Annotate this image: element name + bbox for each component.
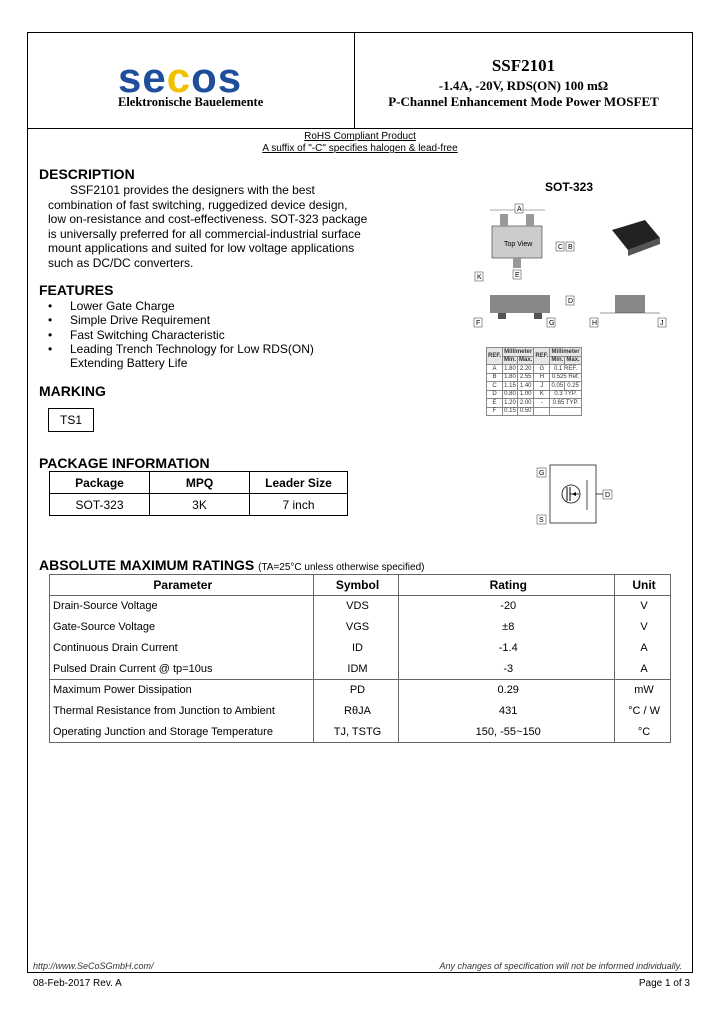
- company-tagline: Elektronische Bauelemente: [118, 95, 264, 109]
- footer-date-rev: 08-Feb-2017 Rev. A: [33, 978, 122, 989]
- package-info-header-row: Package MPQ Leader Size: [50, 472, 348, 494]
- ratings-row: Gate-Source Voltage VGS ±8 V: [50, 617, 671, 638]
- dimension-row: B 1.80 2.55 H 0.525 Ref.: [487, 373, 582, 382]
- svg-text:G: G: [539, 470, 545, 477]
- package-info-row: SOT-323 3K 7 inch: [50, 494, 348, 516]
- feature-item: • Leading Trench Technology for Low RDS(ON): [48, 342, 314, 356]
- company-logo: secos: [118, 54, 243, 101]
- part-number: SSF2101: [491, 56, 556, 75]
- ratings-table: [49, 574, 671, 743]
- svg-text:C: C: [558, 244, 564, 251]
- dimension-row: C 1.15 1.40 J 0.05 0.25: [487, 382, 582, 391]
- svg-text:B: B: [568, 244, 573, 251]
- svg-text:H: H: [592, 320, 598, 327]
- feature-item: Extending Battery Life: [70, 356, 188, 370]
- device-description: P-Channel Enhancement Mode Power MOSFET: [388, 94, 659, 109]
- dimension-row: A 1.80 2.20 G 0.1 REF.: [487, 365, 582, 374]
- ratings-row: Pulsed Drain Current @ tp=10us IDM -3 A: [50, 659, 671, 680]
- feature-item: • Fast Switching Characteristic: [48, 328, 225, 342]
- package-label: SOT-323: [545, 180, 594, 194]
- ratings-header-row: Parameter Symbol Rating Unit: [50, 575, 671, 596]
- ratings-condition: (TA=25°C unless otherwise specified): [258, 562, 425, 573]
- dimension-subheader-row: Min. Max. Min. Max.: [504, 357, 580, 364]
- svg-text:F: F: [476, 320, 481, 327]
- svg-text:K: K: [477, 274, 482, 281]
- ratings-row: Continuous Drain Current ID -1.4 A: [50, 638, 671, 659]
- mosfet-schematic: [535, 460, 615, 530]
- marking-code-box: TS1: [48, 408, 94, 432]
- ratings-row: Thermal Resistance from Junction to Ambient RθJA 431 °C / W: [50, 701, 671, 722]
- rohs-suffix-line: A suffix of "-C" specifies halogen & lead-free: [262, 143, 458, 154]
- dimension-row: E 1.20 2.00 - 0.65 TYP.: [487, 399, 582, 408]
- header-divider: [27, 128, 693, 129]
- marking-heading: MARKING: [39, 383, 106, 399]
- svg-text:G: G: [549, 320, 555, 327]
- footer-page-number: Page 1 of 3: [638, 978, 690, 989]
- footer-notice: Any changes of specification will not be informed individually.: [439, 961, 682, 971]
- dimension-table: [486, 347, 582, 416]
- dimension-row: F 0.15 0.50: [487, 407, 582, 416]
- svg-text:Top View: Top View: [504, 241, 533, 248]
- package-outline-drawing: [470, 200, 680, 340]
- description-text: SSF2101 provides the designers with the best combination of fast switching, ruggedized device design, low on-resistance and cost-effectiveness. SOT-323 package is universally preferred for all commercial-industrial surface mount applications and suited for low voltage applications such as DC/DC converters.: [48, 183, 368, 270]
- svg-text:E: E: [515, 272, 520, 279]
- package-info-table: [49, 471, 348, 516]
- package-info-heading: PACKAGE INFORMATION: [39, 455, 210, 471]
- dimension-header-row: REF. Millimeter REF. Millimeter: [487, 348, 582, 357]
- spec-line: -1.4A, -20V, RDS(ON) 100 mΩ: [438, 78, 609, 93]
- ratings-row: Maximum Power Dissipation PD 0.29 mW: [50, 680, 671, 701]
- svg-text:A: A: [517, 206, 522, 213]
- ratings-row: Drain-Source Voltage VDS -20 V: [50, 596, 671, 617]
- footer-url[interactable]: http://www.SeCoSGmbH.com/: [33, 961, 154, 971]
- description-heading: DESCRIPTION: [39, 166, 135, 182]
- features-heading: FEATURES: [39, 282, 114, 298]
- rohs-line: RoHS Compliant Product: [304, 131, 416, 142]
- svg-text:S: S: [539, 517, 544, 524]
- dimension-row: D 0.80 1.00 K 0.3 TYP.: [487, 390, 582, 399]
- feature-item: • Simple Drive Requirement: [48, 313, 211, 327]
- svg-text:D: D: [568, 298, 574, 305]
- svg-text:D: D: [605, 492, 611, 499]
- feature-item: • Lower Gate Charge: [48, 299, 175, 313]
- svg-text:J: J: [660, 320, 664, 327]
- ratings-row: Operating Junction and Storage Temperature TJ, TSTG 150, -55~150 °C: [50, 722, 671, 743]
- ratings-heading: ABSOLUTE MAXIMUM RATINGS (TA=25°C unless otherwise specified): [39, 557, 425, 573]
